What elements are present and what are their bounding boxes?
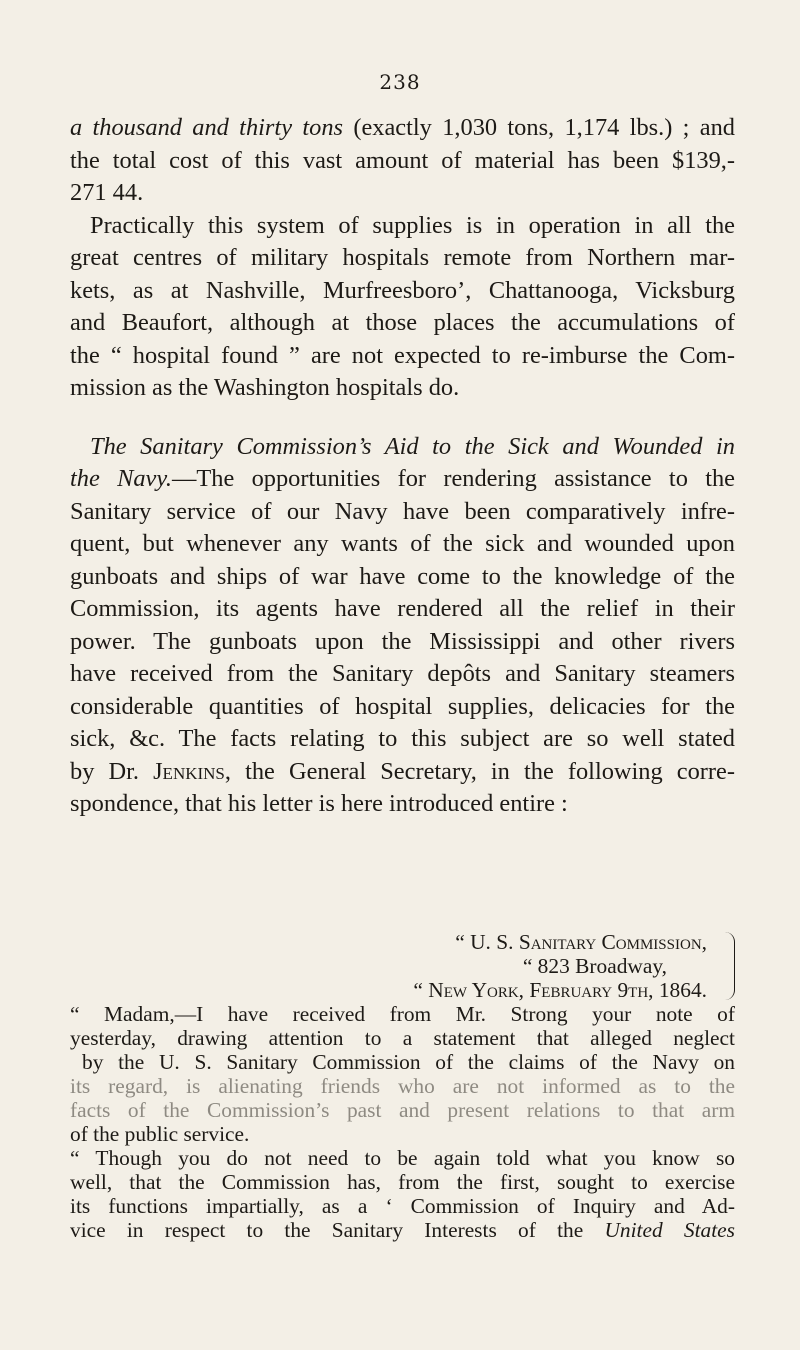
letter-line: “ Though you do not need to be again told what you know so: [70, 1146, 735, 1170]
text-line: Commission, its agents have rendered all the relief in their: [70, 595, 735, 622]
main-text: [70, 112, 735, 821]
address-line: “ New York, February 9th, 1864.: [413, 978, 707, 1002]
text-line: 271 44.: [70, 179, 144, 206]
text-line: the “ hospital found ” are not expected to re-imburse the Com-: [70, 341, 735, 369]
address-line: “ 823 Broadway,: [522, 954, 667, 978]
letter-line: vice in respect to the Sanitary Interests of the United States: [70, 1218, 735, 1242]
text-line: the total cost of this vast amount of material has been $139,-: [70, 146, 735, 174]
text-line: gunboats and ships of war have come to the knowledge of the: [70, 562, 735, 590]
text-line: Sanitary service of our Navy have been comparatively infre-: [70, 497, 735, 525]
section-heading: The Sanitary Commission’s Aid to the Sick and Wounded in: [90, 432, 735, 460]
text-line: considerable quantities of hospital supplies, delicacies for the: [70, 692, 735, 720]
letter-line: facts of the Commission’s past and present relations to that arm: [70, 1098, 735, 1122]
text-line: spondence, that his letter is here introduced entire :: [70, 790, 568, 817]
person-name: Jenkins: [153, 757, 225, 785]
address-line: “ U. S. Sanitary Commission,: [455, 930, 707, 954]
text-line: by Dr. Jenkins, the General Secretary, in the following corre-: [70, 757, 735, 785]
page-number: 238: [379, 70, 421, 94]
letter-line: of the public service.: [70, 1122, 250, 1146]
text-line: Practically this system of supplies is in operation in all the: [90, 211, 735, 239]
text-line: great centres of military hospitals remote from Northern mar-: [70, 244, 735, 271]
letter-line: yesterday, drawing attention to a statement that alleged neglect: [70, 1026, 735, 1050]
letter-block: [70, 930, 735, 1242]
text-line: kets, as at Nashville, Murfreesboro’, Chattanooga, Vicksburg: [70, 276, 735, 304]
text-line: the Navy.—The opportunities for rendering assistance to the: [70, 465, 735, 492]
text-line: power. The gunboats upon the Mississippi and other rivers: [70, 627, 735, 655]
letter-line: its regard, is alienating friends who are not informed as to the: [70, 1074, 735, 1098]
letter-line: by the U. S. Sanitary Commission of the claims of the Navy on: [82, 1050, 735, 1074]
letter-line: well, that the Commission has, from the first, sought to exercise: [70, 1170, 735, 1194]
text-line: and Beaufort, although at those places the accumulations of: [70, 309, 735, 336]
text-line: a thousand and thirty tons (exactly 1,030 tons, 1,174 lbs.) ; and: [70, 114, 735, 141]
address-brace: [716, 932, 735, 1000]
text-line: have received from the Sanitary depôts and Sanitary steamers: [70, 660, 735, 687]
text-line: mission as the Washington hospitals do.: [70, 374, 460, 401]
letter-line: “ Madam,—I have received from Mr. Strong your note of: [70, 1002, 735, 1026]
letter-line: its functions impartially, as a ‘ Commission of Inquiry and Ad-: [70, 1194, 735, 1218]
letter-address: [70, 930, 735, 1002]
text-line: quent, but whenever any wants of the sick and wounded upon: [70, 530, 735, 557]
paragraph-gap: [70, 405, 735, 431]
text-line: sick, &c. The facts relating to this subject are so well stated: [70, 725, 735, 752]
